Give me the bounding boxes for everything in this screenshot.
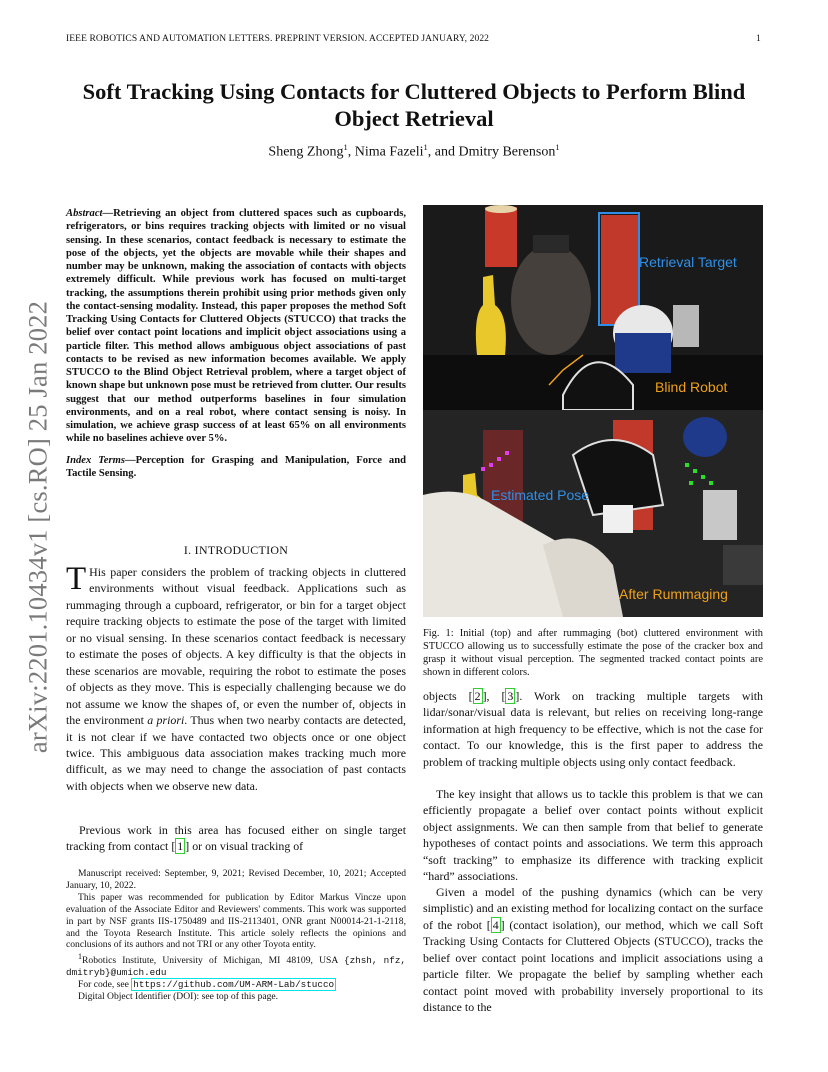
author-list: Sheng Zhong$^1$, Nima Fazeli$^1$, and Dmitry Berenson$^1$: [268, 142, 560, 160]
author-emails: nfz, dmitryb}@umich.edu: [66, 955, 406, 979]
page-number: 1: [756, 34, 761, 44]
footnote-received: Manuscript received: September, 9, 2021; Revised December, 10, 2021; Accepted January, 10, 2022.: [66, 868, 406, 891]
footnote-code: For code, see https://github.com/UM-ARM-Lab/stucco: [78, 979, 335, 991]
right-paragraph-1: objects [ 2 ], [ 3 ]. Work on tracking multiple targets with lidar/sonar/visual data is relevant, but relies on receiving long-range information at high frequency to be effective, which is not the case for contact. To our knowledge, this is the first paper to address the problem of tracking multiple objects using only contact feedback.: [423, 689, 763, 769]
after-rummaging-label: After Rummaging: [619, 586, 728, 602]
intro-text: His paper considers the problem of tracking objects in cluttered environments without visual feedback. Applications such as rummaging through a cupboard, refrigerator, or bin for a target object require tracking objects to estimate the pose of the target with limited or no visual sensing. In these scenarios contact feedback is necessary to estimate the poses of objects. A key difficulty is that the objects in these scenarios are movable, requiring the robot to estimate the poses of objects as they move. This is especially challenging because we do not assume we know the shapes of, or even the number of, objects in the environment: [66, 565, 406, 728]
intro-paragraph-2: Previous work in this area has focused either on single target tracking from contact [ 1 ] or on visual tracking of: [66, 823, 406, 854]
abstract-body: —Retrieving an object from cluttered spaces such as cupboards, refrigerators, or bins requires tracking objects with limited or no visual sensing. In these scenarios, contact feedback is necessary to estimate the pose of the objects, yet the objects are movable while their shapes and number may be unknown, making the association of contacts with objects extremely difficult. While previous work has focused on multi-target tracking, the assumptions therein prohibit using prior methods given only the contact-sensing modality. Instead, this paper proposes the method Soft Tracking Using Contacts for Cluttered Objects (STUCCO) that tracks the belief over contact point locations and implicit object associations using a particle filter. This method allows ambiguous object associations of past contacts to be revised as new information becomes available. We apply STUCCO to the Blind Object Retrieval problem, where a target object of known shape but unknown pose must be retrieved from clutter. Our results suggest that our method outperforms baselines in four simulation environments, and on a real robot, where contact sensing is noisy. In simulation, we achieve grasp success of at least 65% on all environments while no baselines achieve over 5%.: [66, 208, 406, 445]
affiliation-mark: 1: [78, 952, 82, 962]
footnotes: [66, 868, 406, 1003]
index-terms-label: Index Terms: [66, 454, 125, 466]
author-affiliation-mark: 1: [343, 142, 348, 152]
paper-title: Soft Tracking Using Contacts for Cluttered Objects to Perform Blind Object Retrieval: [82, 79, 746, 131]
author-name: Sheng Zhong: [268, 144, 344, 160]
right-paragraph-3: Given a model of the pushing dynamics (which can be very simplistic) and an existing method for localizing contact on the surface of the robot [ 4 ] (contact isolation), our method, which we call Soft Tracking Using Contacts for Cluttered Objects (STUCCO), tracks the belief over contact point locations and implicit associations using a particle filter. We propagate the belief by sampling whether each contact point moved with probability inversely proportional to its distance to the: [423, 885, 763, 1015]
running-header: IEEE ROBOTICS AND AUTOMATION LETTERS. PREPRINT VERSION. ACCEPTED JANUARY, 2022: [66, 34, 490, 44]
author-affiliation-mark: 1: [423, 142, 428, 152]
citation-link[interactable]: 2: [474, 689, 481, 703]
right-paragraph-2: The key insight that allows us to tackle this problem is that we can efficiently propagate a belief over contact points without explicit object assignments. We can then sample from that belief to generate hypotheses of contact points and associations. We term this approach “soft tracking” to emphasize its difference with tracking explicit “hard” associations.: [423, 787, 763, 884]
footnote-affiliation: $^1$Robotics Institute, University of Michigan, MI 48109, USA {zhsh, nfz, dmitryb}@umich.edu: [66, 952, 406, 979]
citation-link[interactable]: 4: [492, 917, 499, 932]
arxiv-stamp-text: arXiv:2201.10434v1 [cs.RO] 25 Jan 2022: [22, 300, 53, 754]
intro-text: Previous work in this area has focused either on single target tracking from contact: [66, 823, 406, 854]
author-emails: {zhsh,: [343, 955, 378, 967]
arxiv-stamp: [18, 292, 58, 762]
footnote-doi: Digital Object Identifier (DOI): see top of this page.: [78, 991, 279, 1003]
intro-text: . Thus when two nearby contacts are detected, it is not clear if we have contacted two objects once or one object twice. This ambiguous data association makes tracking much more difficult, as we may need to change the association of past contacts with objects when we observe new data.: [66, 713, 407, 793]
dropcap: T: [66, 561, 87, 597]
author-name: Nima Fazeli: [354, 144, 424, 160]
figure-1-photo: [423, 205, 763, 617]
estimated-pose-label: Estimated Pose: [491, 487, 590, 503]
footnote-recommended: This paper was recommended for publication by Editor Markus Vincze upon evaluation of the Associate Editor and Reviewers' comments. This work was supported in part by NSF grants IIS-1750489 and IIS-2113401, ONR grant N00014-21-1-2118, and the Toyota Research Institute. This article solely reflects the opinions and conclusions of its authors and not TRI or any other Toyota entity.: [66, 891, 406, 951]
intro-text: or on visual tracking of: [189, 839, 304, 854]
intro-italic: a priori: [147, 713, 185, 728]
intro-paragraph-1: [66, 561, 407, 794]
figure-caption: Fig. 1: Initial (top) and after rummaging (bot) cluttered environment with STUCCO allowing us to successfully estimate the pose of the cracker box and grasp it without visual perception. The segmented tracked contact points are shown in different colors.: [423, 628, 763, 679]
code-url-link[interactable]: https://github.com/UM-ARM-Lab/stucco: [133, 979, 335, 991]
citation-link[interactable]: 1: [177, 839, 184, 854]
retrieval-target-label: Retrieval Target: [639, 254, 737, 270]
abstract-label: Abstract: [66, 208, 103, 219]
abstract: [66, 207, 406, 480]
index-terms: —Perception for Grasping and Manipulation, Force and Tactile Sensing.: [66, 454, 406, 479]
author-name: Dmitry Berenson: [458, 144, 556, 160]
author-affiliation-mark: 1: [555, 142, 560, 152]
section-heading: I. INTRODUCTION: [183, 543, 289, 557]
blind-robot-label: Blind Robot: [655, 379, 728, 395]
citation-link[interactable]: 3: [507, 689, 514, 703]
